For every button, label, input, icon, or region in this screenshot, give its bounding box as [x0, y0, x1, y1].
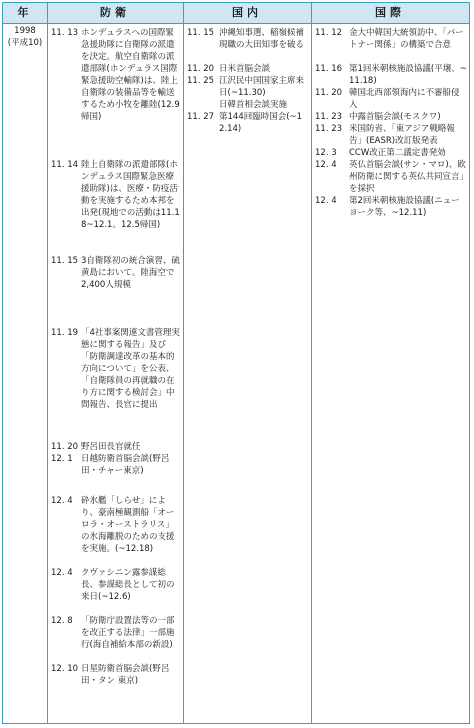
event-text: 陸上自衛隊の派遣部隊(ホンデュラス国際緊急医療援助隊)は、医療・防疫活動を実施するため本邦を出発(現地での活動は11.18~12.1。12.5帰国): [81, 160, 180, 230]
event-date: 11. 23: [315, 124, 343, 134]
event-date: 12. 8: [51, 616, 73, 626]
event-date: 11. 15: [51, 256, 79, 266]
event-text: 沖縄知事選、稲嶺候補現職の大田知事を破る: [219, 28, 305, 50]
chronology-table: [2, 2, 470, 724]
event-text: 第2回米朝核施設協議(ニューヨーク等、~12.11): [349, 196, 460, 218]
event-date: 11. 25: [187, 76, 215, 86]
year-cell: [3, 25, 47, 49]
event-date: 12. 4: [315, 160, 337, 170]
event-text: 砕氷艦「しらせ」により、豪南極観測船「オーロラ・オーストラリス」の氷海離脱のための支援を実施。(~12.18): [81, 496, 175, 554]
event-date: 11. 12: [315, 28, 343, 38]
event-date: 12. 3: [315, 148, 337, 158]
event-date: 12. 1: [51, 454, 73, 464]
event-date: 11. 15: [187, 28, 215, 38]
event-text: ホンデュラスへの国際緊急援助隊に自衛隊の派遣を決定。航空自衛隊の派遣部隊(ホンデュラス国際緊急援助空輸隊)は、陸上自衛隊の装備品等を輸送するため小牧を離陸(12.9帰国): [81, 28, 180, 122]
event-text: 「防衛庁設置法等の一部を改正する法律」一部施行(海自補給本部の新設): [81, 616, 175, 650]
event-date: 11. 20: [187, 64, 215, 74]
event-date: 12. 10: [51, 664, 79, 674]
event-text: 韓国北西部領海内に不審船侵入: [349, 88, 460, 110]
event-date: 11. 20: [51, 442, 79, 452]
event-text: 第144回臨時国会(~12.14): [219, 112, 303, 134]
table-header: [3, 3, 469, 24]
event-text: 日韓首相会談実施: [219, 100, 288, 110]
year-value: 1998: [14, 26, 36, 36]
header-defense: 防衛: [100, 6, 130, 19]
event-text: 米国防省、「東アジア戦略報告」(EASR)改訂版発表: [349, 124, 455, 146]
event-text: 日越防衛首脳会談(野呂田・チャー東京): [81, 454, 170, 476]
column-divider: [311, 3, 312, 723]
event-date: 11. 16: [315, 64, 343, 74]
event-text: 中露首脳会談(モスクワ): [349, 112, 441, 122]
event-date: 11. 13: [51, 28, 79, 38]
event-text: 「4社事案関連文書管理実態に関する報告」及び「防衛調達改革の基本的方向について」を公表、「自衛隊員の再就職の在り方に関する検討会」中間報告、長官に提出: [81, 328, 180, 410]
year-era: (平成10): [7, 38, 43, 48]
event-date: 11. 23: [315, 112, 343, 122]
event-text: 野呂田長官就任: [81, 442, 141, 452]
event-text: 英仏首脳会談(サン・マロ)、欧州防衛に関する英仏共同宣言」を採択: [349, 160, 466, 194]
event-date: 12. 4: [315, 196, 337, 206]
event-date: 11. 20: [315, 88, 343, 98]
event-text: 3自衛隊初の統合演習、硫黄島において。陸海空で2,400人規模: [81, 256, 180, 290]
event-date: 11. 14: [51, 160, 79, 170]
event-text: 日米首脳会談: [219, 64, 271, 74]
event-date: 11. 19: [51, 328, 79, 338]
header-domestic: 国内: [232, 6, 262, 19]
event-text: 金大中韓国大統領訪中、「パートナー関係」の構築で合意: [349, 28, 464, 50]
event-date: 12. 4: [51, 496, 73, 506]
event-text: 日星防衛首脳会談(野呂田・タン 東京): [81, 664, 170, 686]
header-international: 国際: [375, 6, 405, 19]
event-text: CCW改正第二議定書発効: [349, 148, 446, 158]
event-date: 12. 4: [51, 568, 73, 578]
header-year: 年: [17, 6, 33, 19]
column-divider: [47, 3, 48, 723]
column-divider: [183, 3, 184, 723]
event-text: 第1回米朝核施設協議(平壌、~11.18): [349, 64, 467, 86]
event-text: クヴァシニン露参謀総長、参謀総長として初の来日(~12.6): [81, 568, 175, 602]
event-date: 11. 27: [187, 112, 215, 122]
event-text: 江沢民中国国家主席来日(~11.30): [219, 76, 305, 98]
